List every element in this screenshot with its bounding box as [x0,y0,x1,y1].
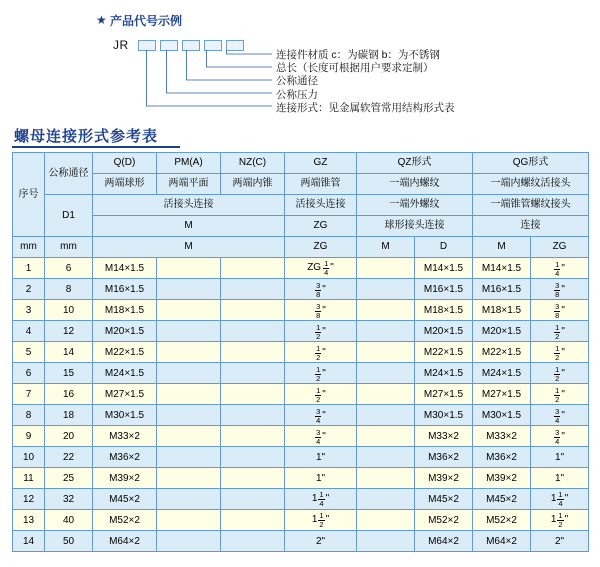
cell-q: M27×1.5 [93,384,157,405]
cell-q: M14×1.5 [93,258,157,279]
cell-pm [157,405,221,426]
header-group-qg-desc2: 一端锥管螺纹接头 [473,195,589,216]
cell-qz-m [357,363,415,384]
cell-qg-m: M16×1.5 [473,279,531,300]
cell-seq: 10 [13,447,45,468]
star-icon: ★ [96,13,107,27]
cell-nominal-diameter: 12 [45,321,93,342]
cell-qg-zg: 1 $\frac{1}{4}$ " [531,489,589,510]
header-nominal-diameter: 公称通径 [45,153,93,195]
header-d1: D1 [45,195,93,237]
cell-nz [221,342,285,363]
header-row-desc [13,174,589,195]
cell-qg-m: M45×2 [473,489,531,510]
cell-seq: 8 [13,405,45,426]
cell-qz-d: M64×2 [415,531,473,552]
cell-q: M18×1.5 [93,300,157,321]
cell-gz: 1" [285,468,357,489]
cell-seq: 3 [13,300,45,321]
cell-nz [221,363,285,384]
cell-q: M33×2 [93,426,157,447]
cell-pm [157,510,221,531]
cell-gz: $\frac{1}{2}$ " [285,342,357,363]
header-group-qg-sub: 连接 [473,216,589,237]
page-title: 螺母连接形式参考表 [14,128,159,145]
cell-seq: 13 [13,510,45,531]
header-group-gz-sub: 活接头连接 [285,195,357,216]
cell-pm [157,468,221,489]
cell-qz-d: M14×1.5 [415,258,473,279]
cell-pm [157,489,221,510]
cell-qz-m [357,468,415,489]
cell-qg-zg: 2" [531,531,589,552]
cell-qg-m: M20×1.5 [473,321,531,342]
legend-item-material: 连接件材质 c：为碳钢 b：为不锈钢 [276,49,440,61]
cell-q: M16×1.5 [93,279,157,300]
cell-qg-zg: 1" [531,447,589,468]
table-row [13,489,589,510]
cell-nominal-diameter: 40 [45,510,93,531]
cell-qg-m: M33×2 [473,426,531,447]
cell-seq: 4 [13,321,45,342]
cell-pm [157,363,221,384]
cell-gz: $\frac{1}{2}$ " [285,363,357,384]
cell-qz-d: M18×1.5 [415,300,473,321]
cell-qg-zg: $\frac{3}{4}$ " [531,426,589,447]
cell-nominal-diameter: 16 [45,384,93,405]
table-row [13,531,589,552]
header-unit-m2: M [93,237,285,258]
cell-qg-zg: $\frac{3}{8}$ " [531,279,589,300]
cell-nominal-diameter: 32 [45,489,93,510]
header-group-q-code: Q(D) [93,153,157,174]
cell-qg-m: M30×1.5 [473,405,531,426]
cell-nominal-diameter: 20 [45,426,93,447]
legend-item-list [276,49,455,115]
table-row [13,321,589,342]
cell-pm [157,321,221,342]
cell-qg-zg: $\frac{3}{8}$ " [531,300,589,321]
cell-nz [221,321,285,342]
header-group-q-sub: 活接头连接 [93,195,285,216]
cell-q: M22×1.5 [93,342,157,363]
header-unit-mm: mm [13,237,45,258]
table-row [13,363,589,384]
cell-nominal-diameter: 15 [45,363,93,384]
cell-qg-zg: $\frac{1}{4}$ " [531,258,589,279]
cell-gz: $\frac{1}{2}$ " [285,384,357,405]
cell-qz-m [357,447,415,468]
header-group-nz-code: NZ(C) [221,153,285,174]
cell-nz [221,510,285,531]
cell-qz-m [357,384,415,405]
header-group-nz-desc: 两端内锥 [221,174,285,195]
cell-seq: 12 [13,489,45,510]
header-unit-qz-d: D [415,237,473,258]
legend-title: 产品代号示例 [110,14,183,28]
cell-gz: $\frac{3}{4}$ " [285,405,357,426]
table-row [13,279,589,300]
cell-qz-m [357,342,415,363]
cell-q: M52×2 [93,510,157,531]
cell-qg-m: M24×1.5 [473,363,531,384]
cell-nominal-diameter: 8 [45,279,93,300]
cell-qz-d: M33×2 [415,426,473,447]
cell-gz: 1 $\frac{1}{2}$ " [285,510,357,531]
cell-qg-zg: $\frac{1}{2}$ " [531,384,589,405]
table-row [13,300,589,321]
header-unit-m: M [93,216,285,237]
table-row [13,342,589,363]
cell-seq: 9 [13,426,45,447]
cell-pm [157,426,221,447]
header-group-qg-desc1: 一端内螺纹活接头 [473,174,589,195]
header-group-gz-code: GZ [285,153,357,174]
header-unit-mm2: mm [45,237,93,258]
cell-seq: 11 [13,468,45,489]
cell-nz [221,384,285,405]
cell-seq: 14 [13,531,45,552]
cell-nominal-diameter: 10 [45,300,93,321]
cell-nominal-diameter: 14 [45,342,93,363]
cell-qz-d: M45×2 [415,489,473,510]
cell-nominal-diameter: 22 [45,447,93,468]
header-group-qz-sub: 球形接头连接 [357,216,473,237]
header-seq: 序号 [13,153,45,237]
cell-pm [157,384,221,405]
cell-qz-d: M52×2 [415,510,473,531]
cell-qz-d: M22×1.5 [415,342,473,363]
cell-q: M45×2 [93,489,157,510]
table-row [13,468,589,489]
table-row [13,384,589,405]
cell-pm [157,531,221,552]
cell-gz: ZG $\frac{1}{4}$ " [285,258,357,279]
cell-q: M39×2 [93,468,157,489]
header-group-qz-code: QZ形式 [357,153,473,174]
cell-q: M24×1.5 [93,363,157,384]
cell-nz [221,468,285,489]
cell-qz-m [357,258,415,279]
cell-gz: 1 $\frac{1}{4}$ " [285,489,357,510]
header-group-qg-code: QG形式 [473,153,589,174]
legend-item-nominal-pressure: 公称压力 [276,88,318,101]
header-row-code [13,153,589,174]
cell-gz: $\frac{3}{4}$ " [285,426,357,447]
cell-gz: $\frac{3}{8}$ " [285,279,357,300]
cell-qz-m [357,426,415,447]
cell-qz-d: M30×1.5 [415,405,473,426]
nut-connection-table [12,152,589,552]
header-row-unit [13,216,589,237]
header-group-qz-desc2: 一端外螺纹 [357,195,473,216]
cell-nz [221,447,285,468]
table-row [13,405,589,426]
cell-nominal-diameter: 18 [45,405,93,426]
header-unit-qz-m: M [357,237,415,258]
header-unit-qg-zg: ZG [531,237,589,258]
header-group-pm-code: PM(A) [157,153,221,174]
legend-item-total-length: 总长（长度可根据用户要求定制） [276,62,434,75]
table-row [13,258,589,279]
cell-qz-d: M39×2 [415,468,473,489]
cell-nominal-diameter: 25 [45,468,93,489]
header-unit-zg2: ZG [285,237,357,258]
product-code-example [0,0,600,114]
cell-qz-m [357,279,415,300]
cell-pm [157,342,221,363]
cell-qg-zg: $\frac{1}{2}$ " [531,363,589,384]
cell-qz-d: M27×1.5 [415,384,473,405]
cell-q: M36×2 [93,447,157,468]
heading-divider [12,146,180,148]
cell-nominal-diameter: 50 [45,531,93,552]
cell-qz-m [357,531,415,552]
cell-qz-d: M20×1.5 [415,321,473,342]
cell-qg-zg: 1" [531,468,589,489]
cell-qz-d: M16×1.5 [415,279,473,300]
cell-qz-d: M24×1.5 [415,363,473,384]
table-row [13,510,589,531]
product-code-prefix: JR [113,38,129,52]
cell-q: M20×1.5 [93,321,157,342]
cell-qg-m: M22×1.5 [473,342,531,363]
header-group-gz-desc: 两端锥管 [285,174,357,195]
cell-qz-d: M36×2 [415,447,473,468]
table-body [13,258,589,552]
cell-nz [221,531,285,552]
legend-item-connection-form: 连接形式：见金属软管常用结构形式表 [276,101,455,114]
header-unit-qg-m: M [473,237,531,258]
cell-gz: 1" [285,447,357,468]
cell-seq: 2 [13,279,45,300]
table-head [13,153,589,258]
header-row-sub [13,195,589,216]
cell-qz-m [357,510,415,531]
header-unit-zg: ZG [285,216,357,237]
cell-qg-m: M18×1.5 [473,300,531,321]
cell-qg-zg: 1 $\frac{1}{2}$ " [531,510,589,531]
cell-qg-m: M27×1.5 [473,384,531,405]
cell-seq: 5 [13,342,45,363]
cell-gz: $\frac{3}{8}$ " [285,300,357,321]
cell-nz [221,405,285,426]
header-group-q-desc: 两端球形 [93,174,157,195]
cell-nz [221,300,285,321]
cell-qz-m [357,489,415,510]
cell-qg-m: M36×2 [473,447,531,468]
cell-qg-m: M64×2 [473,531,531,552]
cell-nz [221,426,285,447]
cell-q: M30×1.5 [93,405,157,426]
cell-pm [157,258,221,279]
cell-qg-m: M52×2 [473,510,531,531]
cell-qg-zg: $\frac{1}{2}$ " [531,321,589,342]
cell-qg-m: M14×1.5 [473,258,531,279]
cell-gz: 2" [285,531,357,552]
cell-qg-m: M39×2 [473,468,531,489]
cell-q: M64×2 [93,531,157,552]
header-group-pm-desc: 两端平面 [157,174,221,195]
cell-seq: 6 [13,363,45,384]
header-group-qz-desc1: 一端内螺纹 [357,174,473,195]
cell-qg-zg: $\frac{1}{2}$ " [531,342,589,363]
cell-qz-m [357,300,415,321]
cell-qz-m [357,405,415,426]
cell-pm [157,279,221,300]
cell-seq: 1 [13,258,45,279]
cell-pm [157,300,221,321]
cell-qz-m [357,321,415,342]
cell-pm [157,447,221,468]
cell-nominal-diameter: 6 [45,258,93,279]
legend-item-nominal-diameter: 公称通径 [276,75,318,88]
table-row [13,426,589,447]
header-row-units2 [13,237,589,258]
cell-nz [221,258,285,279]
cell-qg-zg: $\frac{3}{4}$ " [531,405,589,426]
table-row [13,447,589,468]
cell-nz [221,489,285,510]
cell-gz: $\frac{1}{2}$ " [285,321,357,342]
cell-nz [221,279,285,300]
cell-seq: 7 [13,384,45,405]
